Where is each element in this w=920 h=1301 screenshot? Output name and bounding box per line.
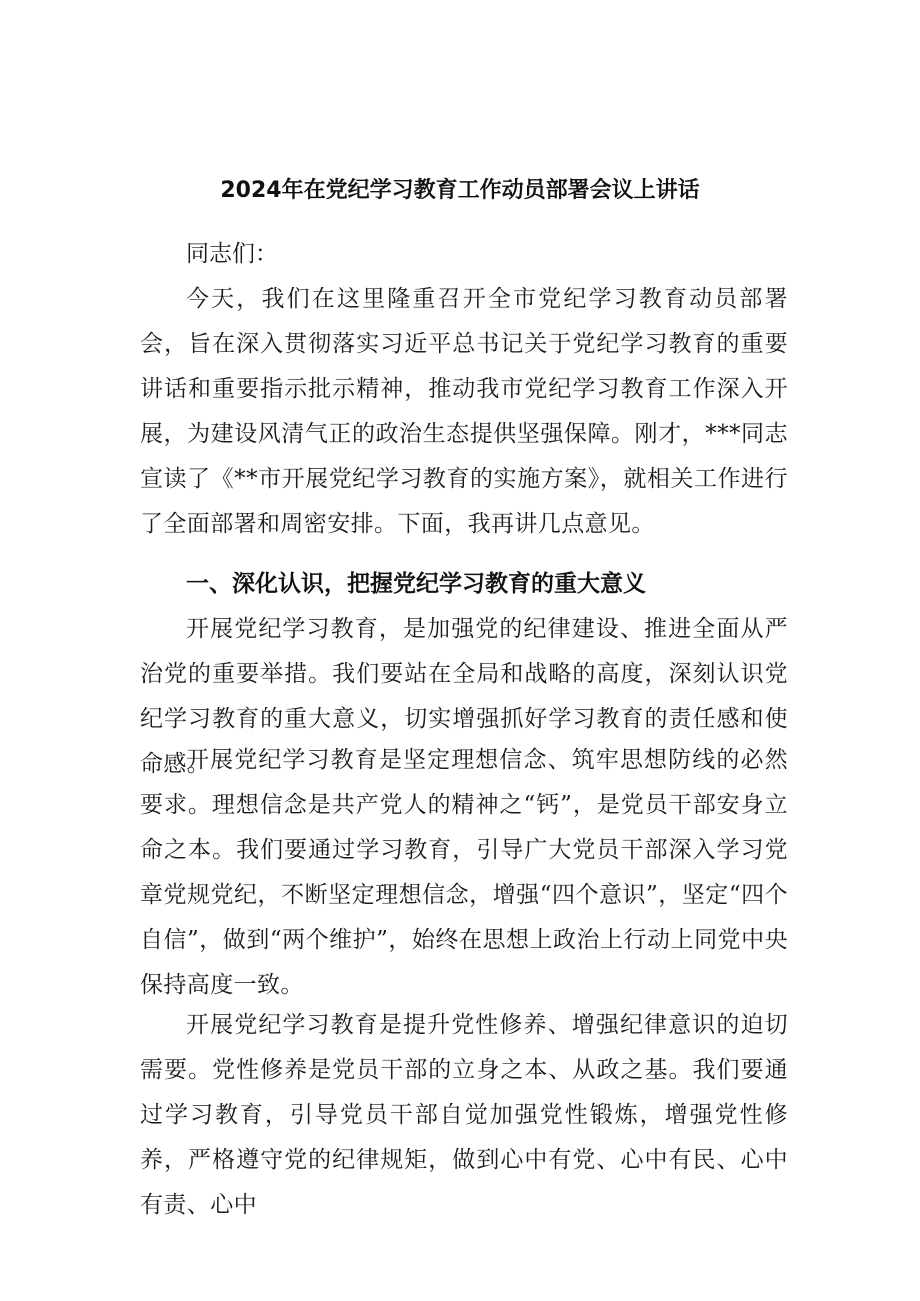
section-heading: 一、深化认识，把握党纪学习教育的重大意义: [186, 571, 646, 597]
body-paragraph: 开展党纪学习教育是提升党性修养、增强纪律意识的迫切需要。党性修养是党员干部的立身之本、从政之基。我们要通过学习教育，引导党员干部自觉加强党性锻炼，增强党性修养，严格遵守党的纪律规矩，做到心中有党、心中有民、心中有责、心中: [140, 1012, 788, 1218]
body-paragraph: 开展党纪学习教育是坚定理想信念、筑牢思想防线的必然要求。理想信念是共产党人的精神之“钙”，是党员干部安身立命之本。我们要通过学习教育，引导广大党员干部深入学习党章党规党纪，不断坚定理想信念，增强“四个意识”，坚定“四个自信”，做到“两个维护”，始终在思想上政治上行动上同党中央保持高度一致。: [140, 747, 788, 998]
document-title: 2024年在党纪学习教育工作动员部署会议上讲话: [220, 178, 700, 203]
section-1-body-2: [140, 738, 788, 1008]
intro-block: [140, 277, 788, 547]
section-1-body-3: [140, 1003, 788, 1228]
salutation: 同志们：: [186, 241, 278, 267]
body-paragraph: 开展党纪学习教育，是加强党的纪律建设、推进全面从严治党的重要举措。我们要站在全局和战略的高度，深刻认识党纪学习教育的重大意义，切实增强抓好学习教育的责任感和使命感。: [140, 616, 788, 777]
intro-paragraph: 今天，我们在这里隆重召开全市党纪学习教育动员部署会，旨在深入贯彻落实习近平总书记关于党纪学习教育的重要讲话和重要指示批示精神，推动我市党纪学习教育工作深入开展，为建设风清气正的政治生态提供坚强保障。刚才，***同志宣读了《**市开展党纪学习教育的实施方案》，就相关工作进行了全面部署和周密安排。下面，我再讲几点意见。: [140, 286, 788, 537]
